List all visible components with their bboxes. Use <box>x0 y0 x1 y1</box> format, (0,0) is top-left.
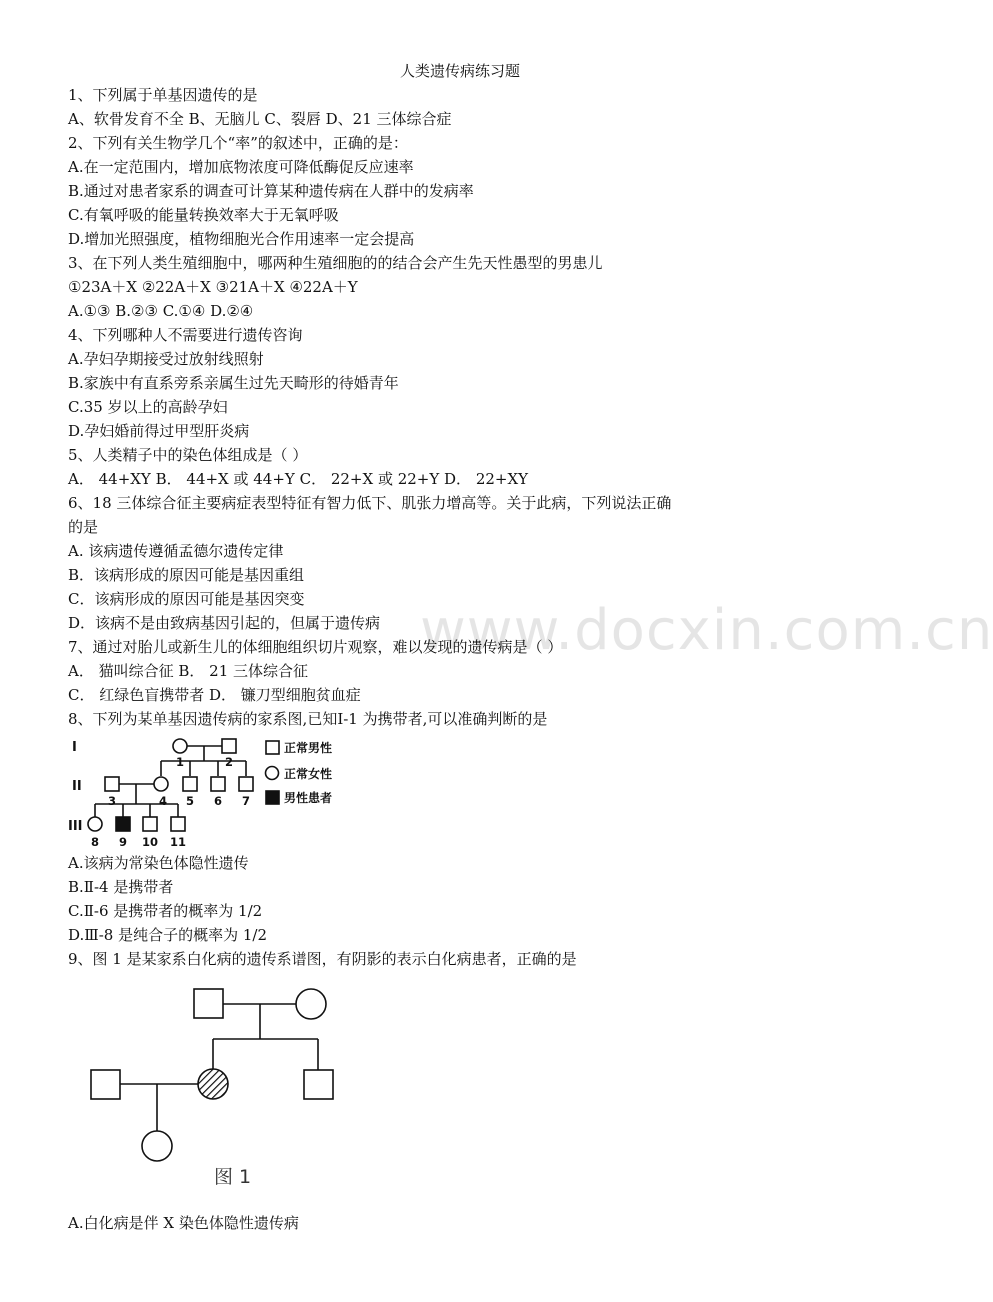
q6-option-b: B．该病形成的原因可能是基因重组 <box>68 566 305 584</box>
q4-option-b: B.家族中有直系旁系亲属生过先天畸形的待婚青年 <box>68 374 399 392</box>
gen-label-iii: III <box>68 819 83 834</box>
q8-option-b: B.Ⅱ-4 是携带者 <box>68 878 174 896</box>
pedigree-figure-q8 <box>68 734 358 852</box>
pedigree-ii3-male <box>105 777 119 791</box>
q8-option-c: C.Ⅱ-6 是携带者的概率为 1/2 <box>68 902 263 920</box>
q5-options: A． 44+XY B． 44+X 或 44+Y C． 22+X 或 22+Y D． 22+XY <box>68 470 529 488</box>
q6-option-a: A. 该病遗传遵循孟德尔遗传定律 <box>68 542 284 560</box>
id-4: 4 <box>158 794 168 808</box>
q6-option-c: C．该病形成的原因可能是基因突变 <box>68 590 305 608</box>
id-7: 7 <box>241 794 251 808</box>
q9-grandfather-male <box>194 989 223 1018</box>
id-10: 10 <box>141 835 159 849</box>
q4-stem: 4、下列哪种人不需要进行遗传咨询 <box>68 326 303 344</box>
q9-daughter-female <box>142 1131 172 1161</box>
id-1: 1 <box>175 755 185 769</box>
q5-stem: 5、人类精子中的染色体组成是（ ） <box>68 446 308 464</box>
q8-option-a: A.该病为常染色体隐性遗传 <box>68 854 249 872</box>
q2-option-a: A.在一定范围内，增加底物浓度可降低酶促反应速率 <box>68 158 414 176</box>
id-8: 8 <box>90 835 100 849</box>
q6-stem-cont: 的是 <box>68 518 99 536</box>
q2-option-b: B.通过对患者家系的调查可计算某种遗传病在人群中的发病率 <box>68 182 474 200</box>
q4-option-c: C.35 岁以上的高龄孕妇 <box>68 398 228 416</box>
gen-label-i: I <box>72 740 77 755</box>
q2-option-c: C.有氧呼吸的能量转换效率大于无氧呼吸 <box>68 206 339 224</box>
q4-option-a: A.孕妇孕期接受过放射线照射 <box>68 350 264 368</box>
figure-caption: 图 1 <box>214 1166 252 1188</box>
q7-stem: 7、通过对胎儿或新生儿的体细胞组织切片观察，难以发现的遗传病是（ ） <box>68 638 563 656</box>
pedigree-figure-q9 <box>72 976 372 1204</box>
legend-affected-male: 男性患者 <box>284 791 333 805</box>
q3-options: A.①③ B.②③ C.①④ D.②④ <box>68 302 254 320</box>
q1-stem: 1、下列属于单基因遗传的是 <box>68 86 258 104</box>
q8-stem: 8、下列为某单基因遗传病的家系图,已知Ⅰ-1 为携带者,可以准确判断的是 <box>68 710 548 728</box>
q9-stem: 9、图 1 是某家系白化病的遗传系谱图，有阴影的表示白化病患者，正确的是 <box>68 950 577 968</box>
q3-stem: 3、在下列人类生殖细胞中，哪两种生殖细胞的的结合会产生先天性愚型的男患儿 <box>68 254 603 272</box>
q2-option-d: D.增加光照强度，植物细胞光合作用速率一定会提高 <box>68 230 415 248</box>
legend-normal-male-icon <box>266 741 279 754</box>
q2-stem: 2、下列有关生物学几个“率”的叙述中，正确的是： <box>68 134 408 152</box>
id-3: 3 <box>107 794 117 808</box>
legend-normal-female-icon <box>266 767 279 780</box>
pedigree-iii11-male <box>171 817 185 831</box>
legend-normal-male: 正常男性 <box>284 741 333 755</box>
watermark: www.docxin.com.cn <box>420 598 993 663</box>
pedigree-iii9-affected-male <box>116 817 130 831</box>
id-11: 11 <box>169 835 187 849</box>
q6-stem: 6、18 三体综合征主要病症表型特征有智力低下、肌张力增高等。关于此病，下列说法正确 <box>68 494 672 512</box>
pedigree-iii10-male <box>143 817 157 831</box>
id-6: 6 <box>213 794 223 808</box>
q8-option-d: D.Ⅲ-8 是纯合子的概率为 1/2 <box>68 926 268 944</box>
q6-option-d: D．该病不是由致病基因引起的，但属于遗传病 <box>68 614 381 632</box>
pedigree-i2-male <box>222 739 236 753</box>
q9-grandmother-female <box>296 989 326 1019</box>
q3-items: ①23A＋X ②22A＋X ③21A＋X ④22A＋Y <box>68 278 358 296</box>
q9-brother-male <box>304 1070 333 1099</box>
id-5: 5 <box>185 794 195 808</box>
q4-option-d: D.孕妇婚前得过甲型肝炎病 <box>68 422 250 440</box>
legend-affected-male-icon <box>266 791 279 804</box>
pedigree-iii8-female <box>88 817 102 831</box>
id-2: 2 <box>224 755 234 769</box>
q1-options: A、软骨发育不全 B、无脑儿 C、裂唇 D、21 三体综合症 <box>68 110 452 128</box>
q7-options-ab: A． 猫叫综合征 B． 21 三体综合征 <box>68 662 309 680</box>
q9-option-a: A.白化病是伴 X 染色体隐性遗传病 <box>68 1214 299 1232</box>
pedigree-ii4-female <box>154 777 168 791</box>
gen-label-ii: II <box>72 779 82 794</box>
legend-normal-female: 正常女性 <box>284 767 333 781</box>
pedigree-ii5-male <box>183 777 197 791</box>
q9-affected-female <box>198 1069 228 1099</box>
pedigree-ii7-male <box>239 777 253 791</box>
id-9: 9 <box>118 835 128 849</box>
pedigree-ii6-male <box>211 777 225 791</box>
q7-options-cd: C． 红绿色盲携带者 D． 镰刀型细胞贫血症 <box>68 686 361 704</box>
pedigree-i1-female <box>173 739 187 753</box>
q9-husband-male <box>91 1070 120 1099</box>
page-title: 人类遗传病练习题 <box>399 62 520 80</box>
